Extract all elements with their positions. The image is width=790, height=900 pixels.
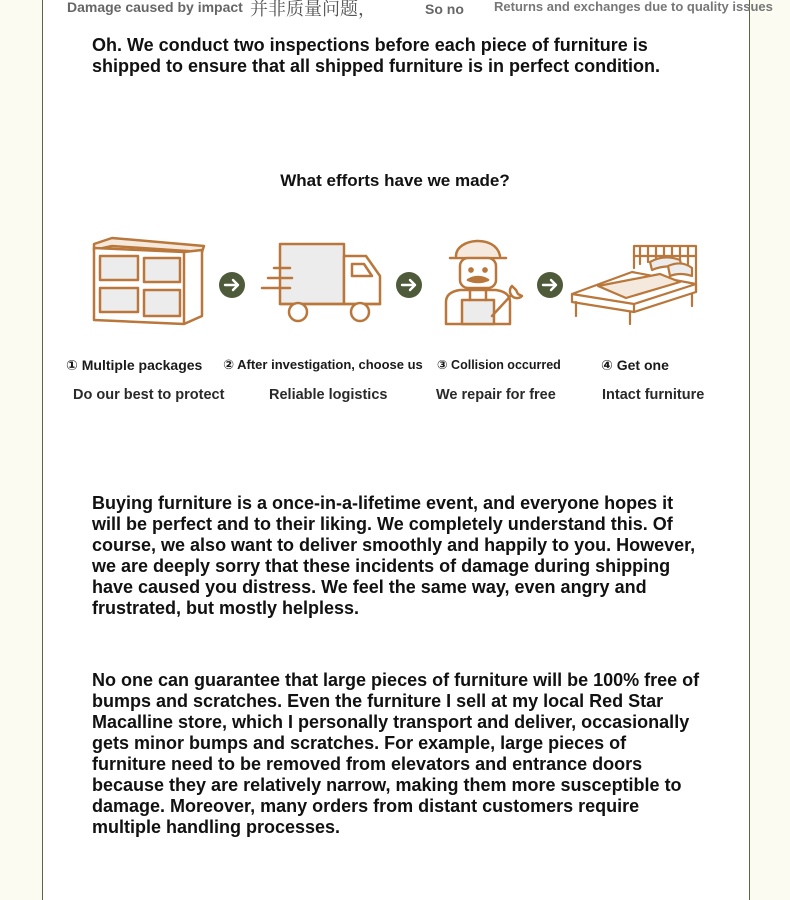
step-1-description: Do our best to protect xyxy=(73,387,225,403)
step-3-description: We repair for free xyxy=(436,387,556,403)
body-paragraph-1: Buying furniture is a once-in-a-lifetime event, and everyone hopes it will be perfect and to their liking. We completely understand this. Of course, we also want to deliver smoothly and happily to you. However, we are deeply sorry that these incidents of damage during shipping have caused you distress. We feel the same way, even angry and frustrated, but mostly helpless. xyxy=(92,493,696,618)
intro-paragraph: Oh. We conduct two inspections before each piece of furniture is shipped to ensure that all shipped furniture is in perfect condition. xyxy=(92,35,661,76)
top-caption-right: Returns and exchanges due to quality issues xyxy=(494,0,773,14)
top-caption-left: Damage caused by impact xyxy=(67,0,243,15)
repairman-icon xyxy=(440,234,526,326)
bed-icon xyxy=(568,242,700,326)
arrow-right-icon xyxy=(396,272,422,298)
step-2-description: Reliable logistics xyxy=(269,387,388,403)
efforts-title: What efforts have we made? xyxy=(280,171,510,190)
step-4-description: Intact furniture xyxy=(602,387,705,403)
top-caption-so-no: So no xyxy=(425,1,464,17)
top-caption-chinese: 并非质量问题， xyxy=(250,0,376,19)
step-3-title: ③ Collision occurred xyxy=(437,358,561,372)
step-4-title: ④ Get one xyxy=(601,357,669,373)
step-1-title: ① Multiple packages xyxy=(66,357,203,373)
body-paragraph-2: No one can guarantee that large pieces of furniture will be 100% free of bumps and scratches. Even the furniture I sell at my local Red Star Macalline store, which I personally transport and deliver, occasionally gets minor bumps and scratches. For example, large pieces of furniture need to be removed from elevators and entrance doors because they are relatively narrow, making them more susceptible to damage. Moreover, many orders from distant customers require multiple handling processes. xyxy=(92,670,700,837)
arrow-right-icon xyxy=(537,272,563,298)
step-2-title: ② After investigation, choose us xyxy=(223,357,423,372)
top-caption-strip xyxy=(0,0,790,22)
package-icon xyxy=(92,236,206,326)
truck-icon xyxy=(260,242,382,324)
arrow-right-icon xyxy=(219,272,245,298)
